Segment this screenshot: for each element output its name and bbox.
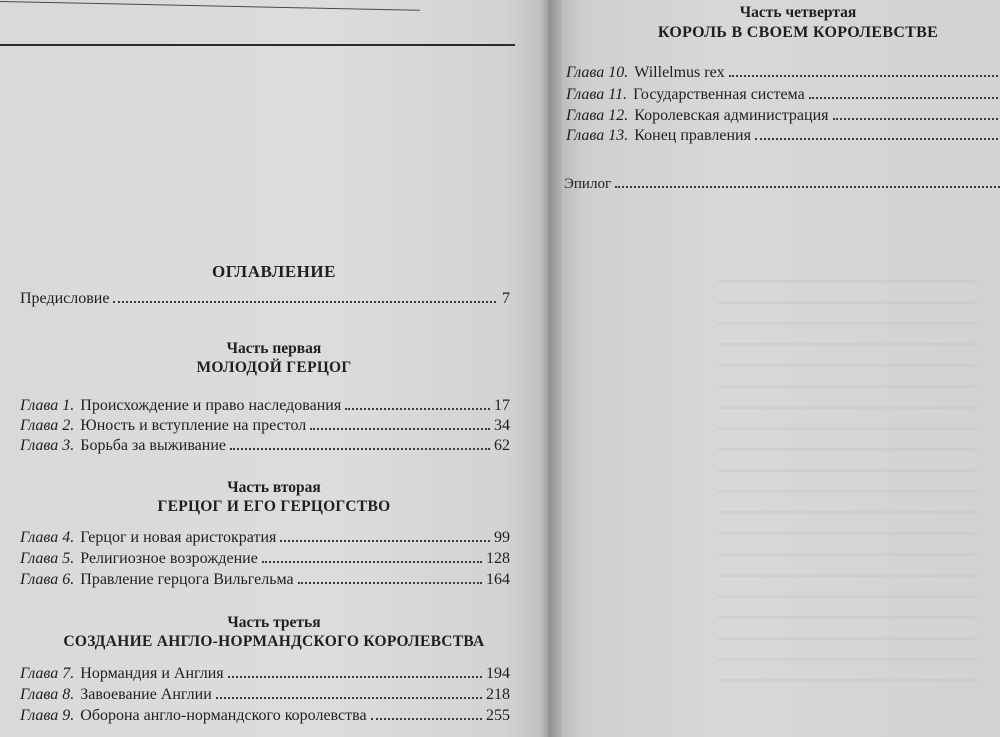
dot-leader	[615, 186, 1000, 188]
chapter-number: Глава 2.	[20, 417, 75, 434]
entry-page: 7	[502, 290, 510, 307]
dot-leader	[280, 540, 490, 542]
chapter-title: Конец правления	[634, 127, 751, 144]
chapter-title: Правление герцога Вильгельма	[80, 571, 294, 588]
dot-leader	[729, 75, 1000, 77]
part-title: КОРОЛЬ В СВОЕМ КОРОЛЕВСТВЕ	[657, 24, 939, 41]
dot-leader	[755, 138, 1000, 140]
dot-leader	[298, 582, 482, 584]
right-page	[548, 0, 1000, 737]
dot-leader	[113, 301, 496, 303]
dot-leader	[833, 118, 1000, 120]
chapter-page: 255	[486, 707, 510, 724]
chapter-page: 164	[486, 571, 510, 588]
chapter-number: Глава 4.	[20, 529, 75, 546]
part-label: Часть третья	[227, 614, 321, 631]
toc-entry	[20, 571, 510, 589]
part-label: Часть первая	[226, 340, 322, 357]
chapter-number: Глава 7.	[20, 665, 75, 682]
chapter-number: Глава 11.	[566, 86, 628, 103]
chapter-number: Глава 6.	[20, 571, 75, 588]
chapter-number: Глава 1.	[20, 397, 75, 414]
book-gutter	[540, 0, 562, 737]
toc-entry-epilogue	[564, 176, 1000, 193]
toc-heading: ОГЛАВЛЕНИЕ	[212, 262, 336, 281]
dot-leader	[262, 561, 482, 563]
chapter-title: Willelmus rex	[634, 64, 725, 81]
entry-title: Эпилог	[564, 176, 612, 192]
chapter-number: Глава 9.	[20, 707, 75, 724]
toc-entry	[20, 550, 510, 568]
chapter-title: Государственная система	[633, 86, 805, 103]
chapter-title: Королевская администрация	[634, 107, 829, 124]
toc-entry-preface	[20, 290, 510, 308]
header-rule-thin	[0, 1, 420, 11]
toc-entry	[566, 64, 1000, 82]
part-label: Часть четвертая	[739, 4, 857, 21]
chapter-number: Глава 12.	[566, 107, 629, 124]
header-rule	[0, 44, 515, 46]
chapter-number: Глава 10.	[566, 64, 629, 81]
part-title: ГЕРЦОГ И ЕГО ГЕРЦОГСТВО	[157, 498, 391, 515]
show-through-shadow	[718, 280, 978, 700]
toc-entry	[20, 437, 510, 455]
chapter-title: Происхождение и право наследования	[80, 397, 342, 414]
chapter-page: 34	[494, 417, 510, 434]
chapter-title: Завоевание Англии	[80, 686, 212, 703]
dot-leader	[809, 97, 1000, 99]
toc-entry	[20, 707, 510, 725]
part-title: МОЛОДОЙ ГЕРЦОГ	[196, 359, 352, 376]
part-title: СОЗДАНИЕ АНГЛО-НОРМАНДСКОГО КОРОЛЕВСТВА	[63, 633, 485, 650]
toc-entry	[20, 397, 510, 415]
toc-entry	[20, 686, 510, 704]
part-label: Часть вторая	[227, 479, 321, 496]
dot-leader	[345, 408, 490, 410]
dot-leader	[228, 676, 482, 678]
dot-leader	[216, 697, 482, 699]
chapter-title: Оборона англо-нормандского королевства	[80, 707, 367, 724]
chapter-title: Юность и вступление на престол	[80, 417, 307, 434]
toc-entry	[566, 127, 1000, 145]
chapter-page: 62	[494, 437, 510, 454]
chapter-title: Борьба за выживание	[80, 437, 227, 454]
chapter-title: Герцог и новая аристократия	[80, 529, 277, 546]
toc-entry	[566, 107, 1000, 125]
entry-title: Предисловие	[20, 290, 110, 307]
chapter-page: 99	[494, 529, 510, 546]
dot-leader	[371, 718, 482, 720]
chapter-number: Глава 13.	[566, 127, 629, 144]
toc-entry	[20, 417, 510, 435]
chapter-title: Религиозное возрождение	[80, 550, 258, 567]
dot-leader	[230, 448, 490, 450]
chapter-page: 194	[486, 665, 510, 682]
chapter-page: 128	[486, 550, 510, 567]
dot-leader	[310, 428, 490, 430]
chapter-number: Глава 3.	[20, 437, 75, 454]
chapter-title: Нормандия и Англия	[80, 665, 224, 682]
toc-entry	[566, 86, 1000, 104]
toc-entry	[20, 529, 510, 547]
chapter-page: 17	[494, 397, 510, 414]
chapter-number: Глава 5.	[20, 550, 75, 567]
chapter-page: 218	[486, 686, 510, 703]
chapter-number: Глава 8.	[20, 686, 75, 703]
toc-entry	[20, 665, 510, 683]
